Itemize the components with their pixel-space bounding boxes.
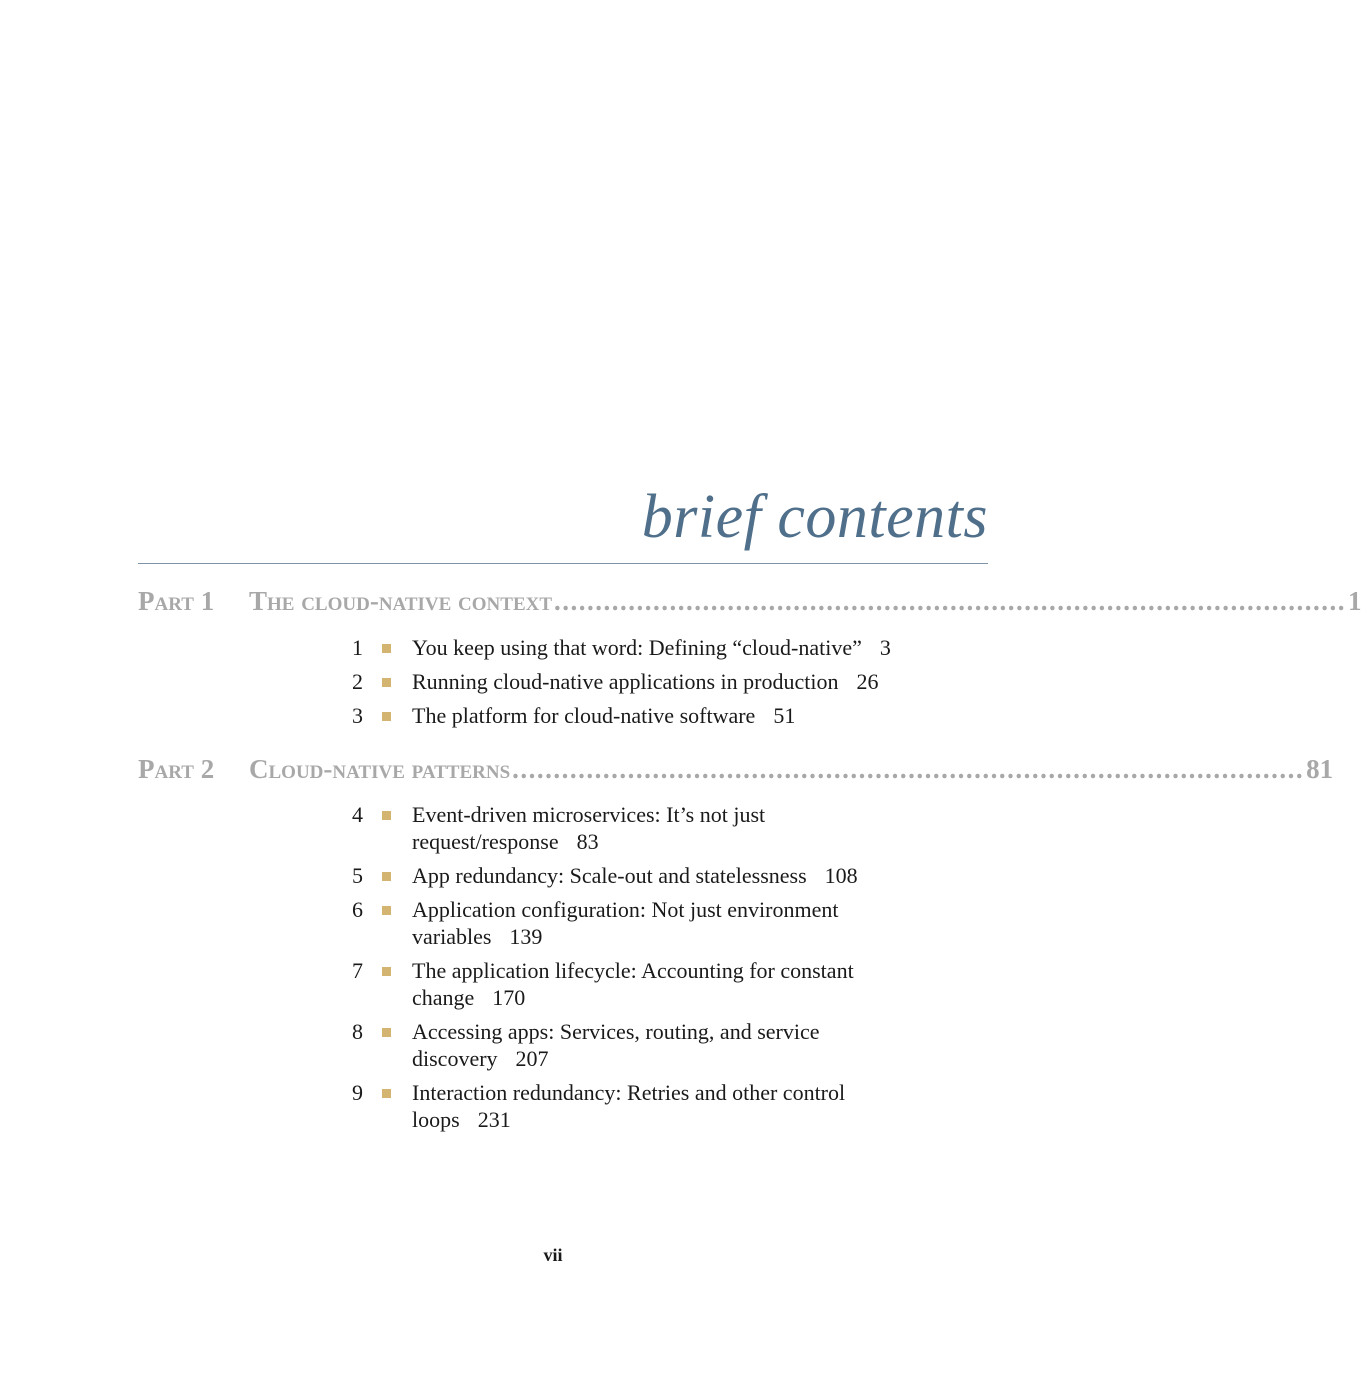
chapter-entry (335, 957, 945, 1011)
chapter-title: The application lifecycle: Accounting for constant change (412, 958, 854, 1010)
square-bullet-icon (382, 872, 391, 881)
chapter-page-number: 83 (576, 829, 599, 854)
chapter-entry (335, 668, 945, 695)
chapter-entry (335, 1079, 945, 1133)
chapter-number: 8 (352, 1019, 363, 1044)
chapter-title: Accessing apps: Services, routing, and service discovery (412, 1019, 820, 1071)
chapter-entry (335, 1018, 945, 1072)
chapter-entry (335, 702, 945, 729)
chapter-list-part-2 (335, 801, 945, 1140)
dot-leader: ................................................................................................ (512, 754, 1305, 784)
chapter-title: Application configuration: Not just environment variables (412, 897, 839, 949)
part-label: Part 1 (138, 586, 215, 616)
part-heading-1 (138, 586, 1362, 620)
heading-divider (138, 563, 988, 564)
square-bullet-icon (382, 906, 391, 915)
chapter-title: The platform for cloud-native software (412, 703, 756, 728)
chapter-page-number: 26 (856, 669, 879, 694)
chapter-page-number: 108 (824, 863, 858, 888)
part-heading-2 (138, 754, 1334, 788)
square-bullet-icon (382, 644, 391, 653)
page-title: brief contents (641, 483, 988, 551)
chapter-number: 2 (352, 669, 363, 694)
square-bullet-icon (382, 678, 391, 687)
part-title: Cloud-native patterns (249, 754, 511, 784)
part-label: Part 2 (138, 754, 215, 784)
chapter-number: 4 (352, 802, 363, 827)
chapter-number: 9 (352, 1080, 363, 1105)
chapter-number: 1 (352, 635, 363, 660)
chapter-title: App redundancy: Scale-out and statelessness (412, 863, 807, 888)
square-bullet-icon (382, 712, 391, 721)
chapter-list-part-1 (335, 634, 945, 736)
chapter-title: You keep using that word: Defining “cloud-native” (412, 635, 862, 660)
part-title: The cloud-native context (249, 586, 553, 616)
chapter-entry (335, 896, 945, 950)
chapter-page-number: 51 (773, 703, 796, 728)
square-bullet-icon (382, 811, 391, 820)
chapter-title: Event-driven microservices: It’s not just request/response (412, 802, 766, 854)
chapter-page-number: 231 (477, 1107, 511, 1132)
square-bullet-icon (382, 967, 391, 976)
chapter-number: 7 (352, 958, 363, 983)
chapter-number: 3 (352, 703, 363, 728)
part-page-number: 1 (1348, 586, 1362, 616)
dot-leader: ................................................................................................ (554, 586, 1347, 616)
chapter-entry (335, 634, 945, 661)
part-page-number: 81 (1306, 754, 1334, 784)
square-bullet-icon (382, 1089, 391, 1098)
chapter-number: 5 (352, 863, 363, 888)
chapter-entry (335, 862, 945, 889)
chapter-title: Running cloud-native applications in production (412, 669, 839, 694)
chapter-page-number: 170 (492, 985, 526, 1010)
chapter-page-number: 3 (879, 635, 891, 660)
chapter-page-number: 139 (509, 924, 543, 949)
page-number: vii (543, 1245, 563, 1265)
chapter-page-number: 207 (515, 1046, 549, 1071)
chapter-entry (335, 801, 945, 855)
chapter-title: Interaction redundancy: Retries and other control loops (412, 1080, 846, 1132)
square-bullet-icon (382, 1028, 391, 1037)
chapter-number: 6 (352, 897, 363, 922)
